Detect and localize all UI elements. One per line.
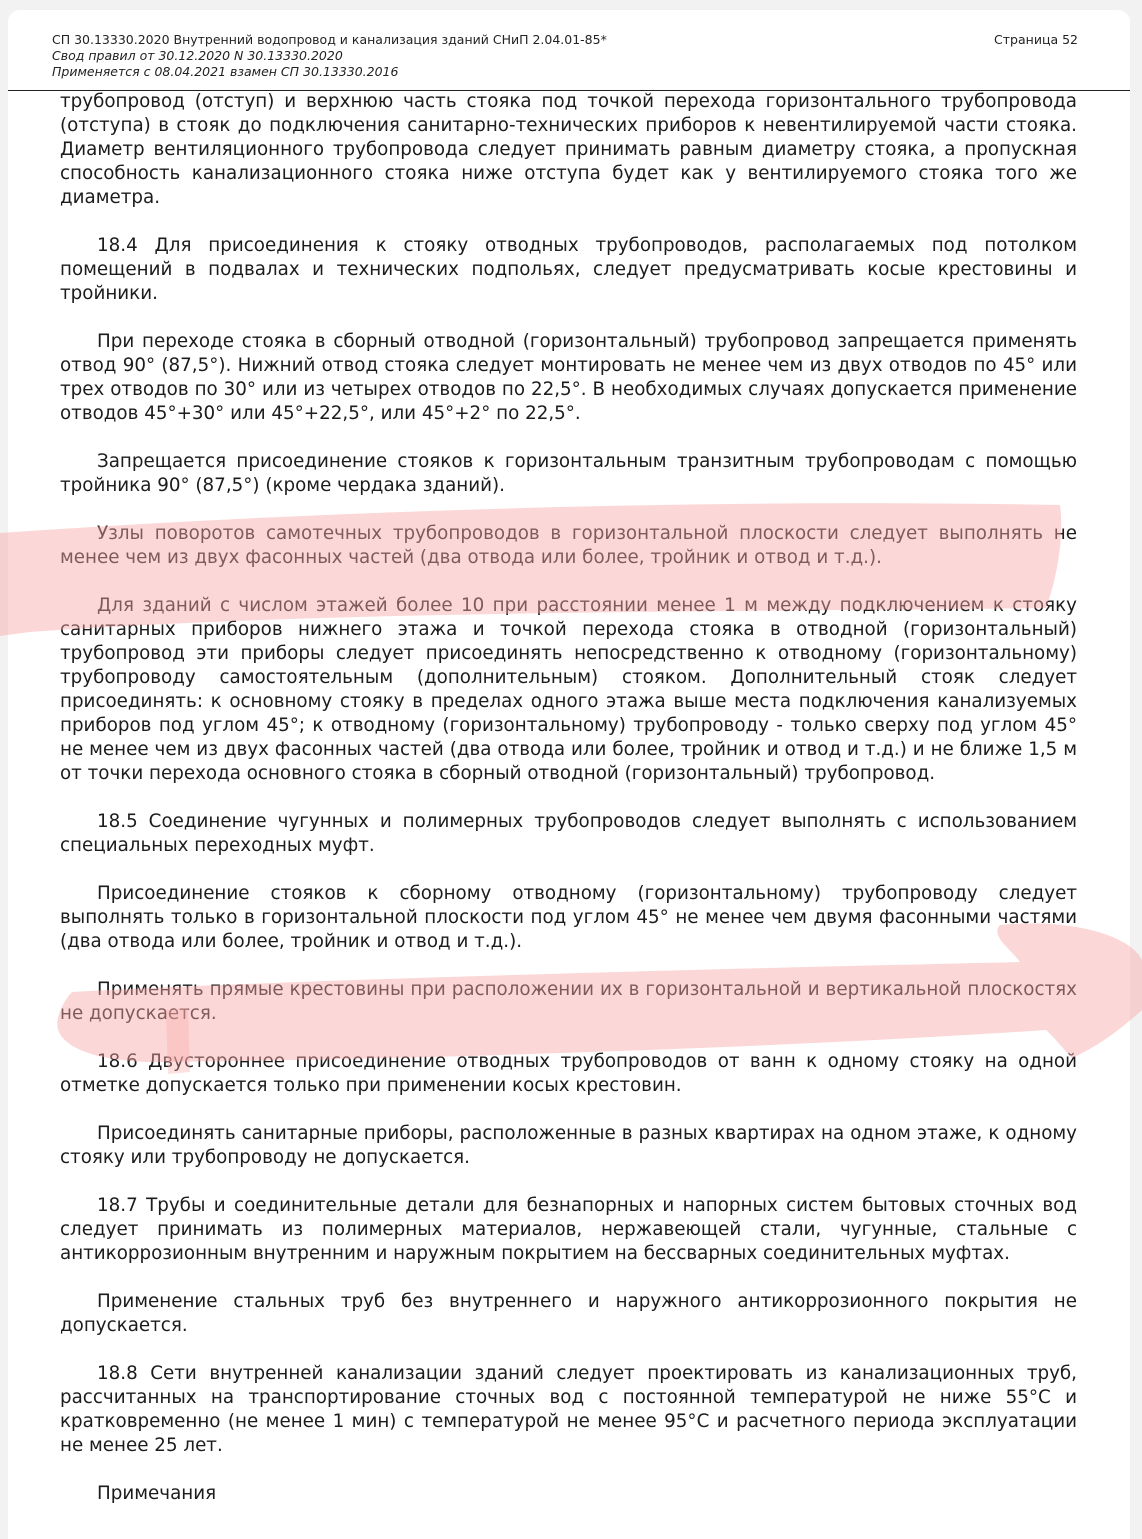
paragraph-18-4: 18.4 Для присоединения к стояку отводных трубопроводов, располагаемых под потолком помещений в подвалах и технических подпольях, следует предусматривать косые крестовины и тройники. [60,235,1077,304]
paragraph-18-8: 18.8 Сети внутренней канализации зданий следует проектировать из канализационных труб, рассчитанных на транспортирование сточных вод с постоянной температурой не ниже 55°С и кратковременно (не менее 1 мин) с температурой не менее 95°С и расчетного периода эксплуатации не менее 25 лет. [60,1363,1077,1456]
paragraph: Применение стальных труб без внутреннего и наружного антикоррозионного покрытия не допускается. [60,1291,1077,1336]
paragraph: Запрещается присоединение стояков к горизонтальным транзитным трубопроводам с помощью тройника 90° (87,5°) (кроме чердака зданий). [60,451,1077,496]
page-number: Страница 52 [994,32,1078,47]
paragraph-18-5: 18.5 Соединение чугунных и полимерных трубопроводов следует выполнять с использованием специальных переходных муфт. [60,811,1077,856]
paragraph: Присоединение стояков к сборному отводному (горизонтальному) трубопроводу следует выполнять только в горизонтальной плоскости под углом 45° не менее чем двумя фасонными частями (два отвода или более, тройник и отвод и т.д.). [60,883,1077,952]
paragraph-continuation: трубопровод (отступ) и верхнюю часть стояка под точкой перехода горизонтального трубопровода (отступа) в стояк до подключения санитарно-технических приборов к невентилируемой части стояка. Диаметр вентиляционного трубопровода следует принимать равным диаметру стояка, а пропускная способность канализационного стояка ниже отступа будет как у вентилируемого стояка того же диаметра. [60,91,1077,208]
paragraph: Присоединять санитарные приборы, расположенные в разных квартирах на одном этаже, к одному стояку или трубопроводу не допускается. [60,1123,1077,1168]
document-body [60,90,1077,1530]
paragraph-highlighted: Применять прямые крестовины при расположении их в горизонтальной и вертикальной плоскостях не допускается. [60,979,1077,1024]
header-title: СП 30.13330.2020 Внутренний водопровод и канализация зданий СНиП 2.04.01-85* [52,32,607,47]
paragraph-highlighted: Узлы поворотов самотечных трубопроводов в горизонтальной плоскости следует выполнять не менее чем из двух фасонных частей (два отвода или более, тройник и отвод и т.д.). [60,523,1077,568]
paragraph-highlighted: Для зданий с числом этажей более 10 при расстоянии менее 1 м между подключением к стояку санитарных приборов нижнего этажа и точкой перехода стояка в отводной (горизонтальный) трубопровод эти приборы следует присоединять непосредственно к отводному (горизонтальному) трубопроводу самостоятельным (дополнительным) стояком. Дополнительный стояк следует присоединять: к основному стояку в пределах одного этажа выше места подключения канализуемых приборов под углом 45°; к отводному (горизонтальному) трубопроводу - только сверху под углом 45° не менее чем из двух фасонных частей (два отвода или более, тройник и отвод и т.д.) и не ближе 1,5 м от точки перехода основного стояка в сборный отводной (горизонтальный) трубопровод. [60,595,1077,784]
paragraph-18-7: 18.7 Трубы и соединительные детали для безнапорных и напорных систем бытовых сточных вод следует принимать из полимерных материалов, нержавеющей стали, чугунные, стальные с антикоррозионным внутренним и наружным покрытием на бессварных соединительных муфтах. [60,1195,1077,1264]
document-page [8,10,1130,1539]
paragraph-18-6: 18.6 Двустороннее присоединение отводных трубопроводов от ванн к одному стояку на одной отметке допускается только при применении косых крестовин. [60,1051,1077,1096]
header-code-line: Свод правил от 30.12.2020 N 30.13330.2020 [52,48,343,63]
document-header [52,32,1078,80]
header-applies-line: Применяется с 08.04.2021 взамен СП 30.13330.2016 [52,64,399,79]
notes-heading: Примечания [97,1483,217,1504]
paragraph: При переходе стояка в сборный отводной (горизонтальный) трубопровод запрещается применять отвод 90° (87,5°). Нижний отвод стояка следует монтировать не менее чем из двух отводов по 45° или трех отводов по 30° или из четырех отводов по 22,5°. В необходимых случаях допускается применение отводов 45°+30° или 45°+22,5°, или 45°+2° по 22,5°. [60,331,1077,424]
